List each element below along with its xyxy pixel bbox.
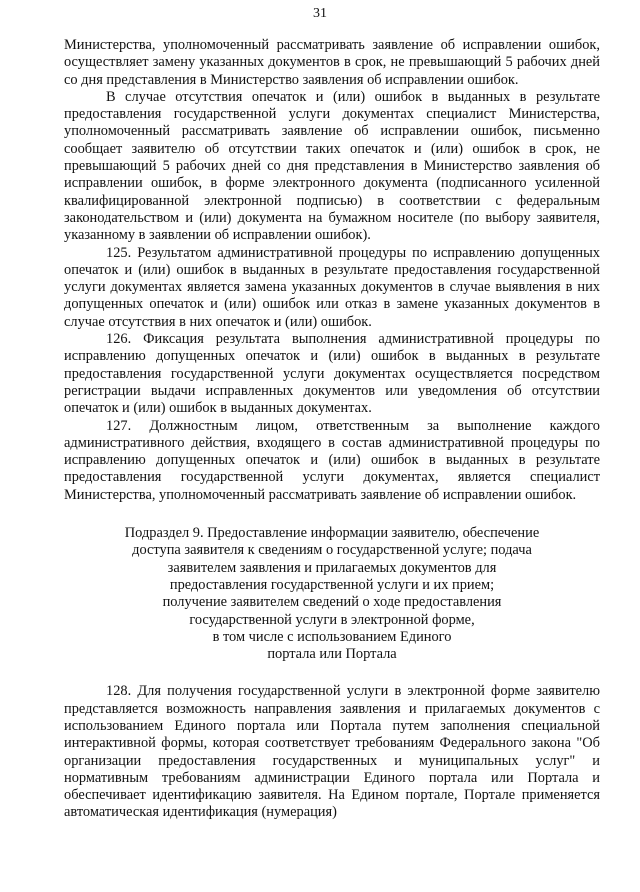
- heading-line: в том числе с использованием Единого: [212, 628, 452, 645]
- paragraph-continuation: Министерства, уполномоченный рассматривать заявление об исправлении ошибок, осуществляет замену указанных документов в срок, не превышающий 5 рабочих дней со дня представления в Министерство заявления об исправлении ошибок.: [64, 37, 600, 88]
- paragraph-125: 125. Результатом административной процедуры по исправлению допущенных опечаток и (или) ошибок в выданных в результате предоставления государственной услуги документах является замена указанных документов в случае выявления в них допущенных опечаток и (или) ошибок или отказ в замене указанных документов в случае отсутствия в них опечаток и (или) ошибок.: [64, 244, 600, 330]
- heading-line: портала или Портала: [267, 646, 397, 663]
- heading-line: Подраздел 9. Предоставление информации заявителю, обеспечение: [124, 525, 540, 542]
- paragraph-128: 128. Для получения государственной услуги в электронной форме заявителю представляется возможность направления заявления и прилагаемых документов с использованием Единого портала или Портала путем заполнения специальной интерактивной формы, которая соответствует требованиям Федерального закона "Об организации предоставления государственных и муниципальных услуг" и нормативным требованиям администрации Единого портала или Портала и обеспечивает идентификацию заявителя. На Едином портале, Портале применяется автоматическая идентификация (нумерация): [64, 683, 600, 821]
- document-body: [64, 37, 600, 822]
- paragraph-127: 127. Должностным лицом, ответственным за выполнение каждого административного действия, входящего в состав административной процедуры по исправлению допущенных опечаток и (или) ошибок в выданных в результате предоставления государственной услуги документах, является специалист Министерства, уполномоченный рассматривать заявление об исправлении ошибок.: [64, 417, 600, 503]
- heading-line: заявителем заявления и прилагаемых документов для: [167, 559, 497, 576]
- heading-line: предоставления государственной услуги и их прием;: [169, 576, 495, 593]
- paragraph-126: 126. Фиксация результата выполнения административной процедуры по исправлению допущенных опечаток и (или) ошибок в выданных в результате предоставления государственной услуги документах осуществляется посредством регистрации выдачи исправленных документов или уведомления об отсутствии опечаток и (или) ошибок в выданных документах.: [64, 331, 600, 417]
- heading-line: доступа заявителя к сведениям о государственной услуге; подача: [132, 542, 532, 559]
- paragraph-no-errors-case: В случае отсутствия опечаток и (или) ошибок в выданных в результате предоставления государственной услуги документах специалист Министерства, уполномоченный рассматривать заявление об исправлении ошибок, письменно сообщает заявителю об отсутствии таких опечаток и (или) ошибок в срок, не превышающий 5 рабочих дней со дня представления в Министерство заявления об исправлении ошибок, в форме электронного документа (подписанного усиленной квалифицированной электронной подписью) в соответствии с федеральным законодательством и (или) документа на бумажном носителе (по выбору заявителя, указанному в заявлении об исправлении ошибок).: [64, 88, 600, 244]
- subsection-heading: [64, 525, 600, 663]
- page-number: 31: [313, 6, 327, 21]
- heading-line: государственной услуги в электронной форме,: [189, 611, 475, 628]
- heading-line: получение заявителем сведений о ходе предоставления: [162, 594, 502, 611]
